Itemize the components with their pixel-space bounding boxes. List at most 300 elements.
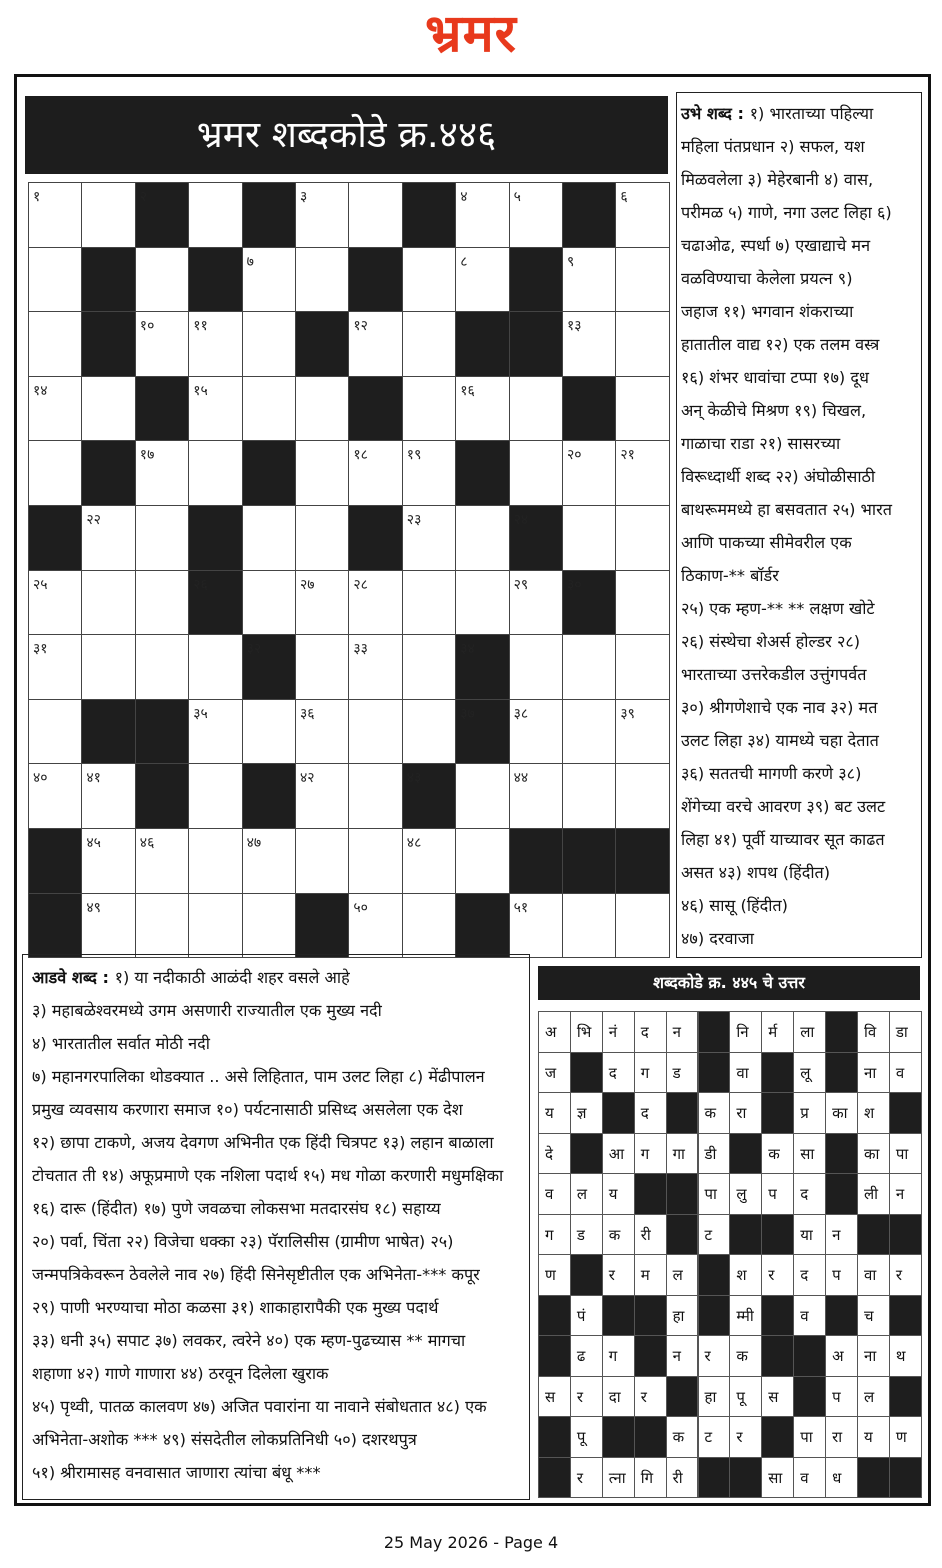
answer-cell: द <box>793 1173 826 1215</box>
answer-cell: पा <box>698 1173 731 1215</box>
grid-cell[interactable] <box>348 570 402 636</box>
clue-text: लिहा ४१) पूर्वी याच्यावर सूत काढत <box>681 830 885 849</box>
clue-text: चढाओढ, स्पर्धा ७) एखाद्याचे मन <box>681 236 871 255</box>
clue-line <box>681 493 921 526</box>
answer-cell-black <box>857 1214 890 1256</box>
grid-cell-black <box>509 247 563 313</box>
answer-cell-black <box>889 1214 922 1256</box>
clue-text: ४७) दरवाजा <box>681 929 754 948</box>
grid-cell[interactable] <box>348 182 402 248</box>
clue-number: ४८ <box>406 835 422 851</box>
answer-cell-black <box>761 1214 794 1256</box>
grid-cell[interactable] <box>28 634 82 700</box>
clue-text: मिळवलेला ३) मेहेरबानी ४) वास, <box>681 170 874 189</box>
clue-text: महिला पंतप्रधान २) सफल, यश <box>681 137 865 156</box>
grid-cell[interactable] <box>295 247 349 313</box>
clue-number: ३२ <box>246 641 262 658</box>
grid-cell[interactable] <box>402 893 456 959</box>
grid-cell-black <box>28 893 82 959</box>
answer-cell: स <box>538 1376 571 1418</box>
grid-cell[interactable] <box>348 634 402 700</box>
clue-line <box>32 1390 529 1423</box>
clue-text: ३) महाबळेश्वरमध्ये उगम असणारी राज्यातील एक मुख्य नदी <box>32 1001 382 1020</box>
grid-cell[interactable] <box>615 634 669 700</box>
clue-number: ४९ <box>86 899 101 916</box>
answer-cell-black <box>889 1457 922 1499</box>
grid-cell[interactable] <box>28 440 82 506</box>
answer-cell: प्र <box>793 1092 826 1134</box>
answer-cell: क <box>666 1416 699 1458</box>
grid-cell[interactable] <box>455 505 509 571</box>
grid-cell-black <box>562 570 616 636</box>
answer-cell: ना <box>857 1052 890 1094</box>
grid-cell[interactable] <box>295 634 349 700</box>
grid-cell-black <box>28 505 82 571</box>
clue-text: १) या नदीकाठी आळंदी शहर वसले आहे <box>114 968 350 987</box>
grid-cell[interactable] <box>402 634 456 700</box>
answer-cell-black <box>538 1295 571 1337</box>
grid-cell[interactable] <box>81 505 135 571</box>
grid-cell[interactable] <box>135 311 189 377</box>
answer-cell-black <box>698 1254 731 1296</box>
grid-cell[interactable] <box>242 699 296 765</box>
grid-cell[interactable] <box>402 311 456 377</box>
answer-cell: व <box>538 1173 571 1215</box>
grid-cell-black <box>295 311 349 377</box>
answer-cell: न <box>666 1011 699 1053</box>
answer-cell: क <box>698 1092 731 1134</box>
clue-text: ७) महानगरपालिका थोडक्यात .. असे लिहितात, पाम उलट लिहा ८) मेंढीपालन <box>32 1067 485 1086</box>
clue-number: ९ <box>567 253 575 270</box>
answer-cell: नि <box>729 1011 762 1053</box>
answer-cell: ल <box>666 1254 699 1296</box>
grid-cell[interactable] <box>615 570 669 636</box>
grid-cell[interactable] <box>28 570 82 636</box>
clue-number: २८ <box>353 576 368 593</box>
clue-text: भारताच्या उत्तरेकडील उत्तुंगपर्वत <box>681 665 867 684</box>
grid-cell[interactable] <box>455 376 509 442</box>
clue-line <box>681 97 921 130</box>
clue-text: १६) शंभर धावांचा टप्पा १७) दूध <box>681 368 869 387</box>
grid-cell[interactable] <box>562 311 616 377</box>
answer-cell: पं <box>570 1295 603 1337</box>
grid-cell[interactable] <box>562 893 616 959</box>
grid-cell[interactable] <box>509 763 563 829</box>
grid-cell[interactable] <box>562 440 616 506</box>
grid-cell[interactable] <box>509 182 563 248</box>
grid-cell[interactable] <box>135 247 189 313</box>
grid-cell[interactable] <box>135 505 189 571</box>
grid-cell[interactable] <box>455 182 509 248</box>
grid-cell[interactable] <box>348 440 402 506</box>
across-clues <box>22 954 530 1500</box>
clue-text: आणि पाकच्या सीमेवरील एक <box>681 533 852 552</box>
answer-cell: श <box>857 1092 890 1134</box>
grid-cell[interactable] <box>348 763 402 829</box>
grid-cell[interactable] <box>135 440 189 506</box>
answer-cell: आ <box>602 1133 635 1175</box>
grid-cell[interactable] <box>188 376 242 442</box>
answer-cell: क <box>729 1335 762 1377</box>
grid-cell[interactable] <box>188 440 242 506</box>
clue-text: जहाज ११) भगवान शंकराच्या <box>681 302 854 321</box>
grid-cell[interactable] <box>188 311 242 377</box>
answer-cell-black <box>634 1295 667 1337</box>
answer-cell: ड <box>570 1214 603 1256</box>
grid-cell[interactable] <box>242 893 296 959</box>
grid-cell[interactable] <box>348 893 402 959</box>
answer-cell: द <box>602 1052 635 1094</box>
clue-number: ३६ <box>300 705 315 722</box>
clue-line <box>32 1027 529 1060</box>
grid-cell-black <box>509 505 563 571</box>
answer-cell: म <box>634 1254 667 1296</box>
grid-cell[interactable] <box>81 570 135 636</box>
clue-number: १८ <box>353 447 368 464</box>
grid-cell[interactable] <box>615 505 669 571</box>
clue-line <box>681 460 921 493</box>
clue-text: शेंगेच्या वरचे आवरण ३९) बट उलट <box>681 797 886 816</box>
clue-line <box>681 394 921 427</box>
answer-cell: पा <box>889 1133 922 1175</box>
clue-text: जन्मपत्रिकेवरून ठेवलेले नाव २७) हिंदी सिनेसृष्टीतील एक अभिनेता-*** कपूर <box>32 1265 480 1284</box>
answer-cell-black <box>825 1295 858 1337</box>
grid-cell[interactable] <box>28 182 82 248</box>
grid-cell[interactable] <box>28 763 82 829</box>
answer-cell: क <box>602 1214 635 1256</box>
answer-cell-black <box>889 1092 922 1134</box>
clue-number: ४५ <box>86 835 101 851</box>
answer-cell: प <box>825 1376 858 1418</box>
clue-number: ३५ <box>193 705 208 722</box>
clue-line <box>32 961 529 994</box>
answer-cell: त्ना <box>602 1457 635 1499</box>
grid-cell[interactable] <box>402 505 456 571</box>
clue-number: २१ <box>620 447 635 464</box>
answer-title: शब्दकोडे क्र. ४४५ चे उत्तर <box>538 966 920 1000</box>
answer-cell: ल <box>857 1376 890 1418</box>
grid-cell[interactable] <box>188 828 242 894</box>
answer-cell: का <box>857 1133 890 1175</box>
grid-cell[interactable] <box>81 828 135 894</box>
answer-cell: ट <box>698 1214 731 1256</box>
grid-cell[interactable] <box>188 699 242 765</box>
answer-cell: ग <box>602 1335 635 1377</box>
grid-cell[interactable] <box>509 699 563 765</box>
clue-text: २६) संस्थेचा शेअर्स होल्डर २८) <box>681 632 861 651</box>
grid-cell[interactable] <box>28 247 82 313</box>
clue-line <box>32 1225 529 1258</box>
grid-cell-black <box>509 311 563 377</box>
grid-cell[interactable] <box>455 570 509 636</box>
clue-line <box>32 1126 529 1159</box>
grid-cell-black <box>28 828 82 894</box>
grid-cell-black <box>135 763 189 829</box>
answer-cell-black <box>857 1457 890 1499</box>
answer-cell: वि <box>857 1011 890 1053</box>
clue-line <box>32 1258 529 1291</box>
grid-cell[interactable] <box>615 440 669 506</box>
clue-number: २९ <box>513 576 529 593</box>
grid-cell-black <box>242 763 296 829</box>
grid-cell[interactable] <box>615 763 669 829</box>
answer-cell: न <box>666 1335 699 1377</box>
grid-cell[interactable] <box>188 893 242 959</box>
clue-number: १९ <box>406 447 422 464</box>
answer-cell: म्मी <box>729 1295 762 1337</box>
answer-cell: अ <box>538 1011 571 1053</box>
clue-text: गाळाचा राडा २१) सासरच्या <box>681 434 841 453</box>
grid-cell-black <box>615 828 669 894</box>
grid-cell[interactable] <box>188 634 242 700</box>
grid-cell[interactable] <box>509 440 563 506</box>
clue-text: ३०) श्रीगणेशाचे एक नाव ३२) मत <box>681 698 878 717</box>
answer-cell: हा <box>698 1376 731 1418</box>
grid-cell[interactable] <box>242 570 296 636</box>
grid-cell-black <box>81 699 135 765</box>
grid-cell[interactable] <box>562 247 616 313</box>
clue-line <box>32 1192 529 1225</box>
answer-cell-black <box>761 1092 794 1134</box>
answer-cell: ली <box>857 1173 890 1215</box>
clue-number: ४६ <box>139 835 155 851</box>
answer-cell-black <box>634 1416 667 1458</box>
grid-cell-black <box>562 828 616 894</box>
grid-cell[interactable] <box>402 828 456 894</box>
grid-cell[interactable] <box>188 182 242 248</box>
answer-cell-black <box>761 1416 794 1458</box>
grid-cell[interactable] <box>402 570 456 636</box>
answer-cell: री <box>666 1457 699 1499</box>
answer-cell-black <box>538 1335 571 1377</box>
grid-cell[interactable] <box>509 570 563 636</box>
answer-cell-black <box>602 1092 635 1134</box>
grid-cell[interactable] <box>81 763 135 829</box>
grid-cell[interactable] <box>562 699 616 765</box>
answer-cell-black <box>825 1011 858 1053</box>
answer-cell: द <box>634 1092 667 1134</box>
clue-text: ३६) सततची मागणी करणे ३८) <box>681 764 862 783</box>
grid-cell[interactable] <box>81 376 135 442</box>
grid-cell[interactable] <box>295 182 349 248</box>
clue-number: ४४ <box>513 770 529 787</box>
answer-cell: प <box>825 1254 858 1296</box>
grid-cell[interactable] <box>81 182 135 248</box>
answer-cell-black <box>729 1214 762 1256</box>
answer-cell-black <box>698 1011 731 1053</box>
answer-cell-black <box>602 1416 635 1458</box>
answer-cell: सा <box>761 1457 794 1499</box>
grid-cell[interactable] <box>455 763 509 829</box>
grid-cell[interactable] <box>242 828 296 894</box>
clue-number: २६ <box>193 576 208 593</box>
answer-cell: स <box>761 1376 794 1418</box>
answer-cell: ग <box>634 1052 667 1094</box>
grid-cell[interactable] <box>135 570 189 636</box>
grid-cell[interactable] <box>28 699 82 765</box>
grid-cell[interactable] <box>295 505 349 571</box>
clue-line <box>681 196 921 229</box>
answer-cell-black <box>761 1052 794 1094</box>
answer-cell: ढ <box>570 1335 603 1377</box>
grid-cell[interactable] <box>402 440 456 506</box>
clue-text: विरूध्दार्थी शब्द २२) अंघोळीसाठी <box>681 467 876 486</box>
grid-cell-black <box>402 182 456 248</box>
answer-cell: वा <box>857 1254 890 1296</box>
clue-number: १ <box>33 189 41 205</box>
grid-cell[interactable] <box>615 247 669 313</box>
grid-cell[interactable] <box>28 376 82 442</box>
grid-cell[interactable] <box>455 828 509 894</box>
grid-cell[interactable] <box>348 828 402 894</box>
grid-cell[interactable] <box>242 247 296 313</box>
grid-cell[interactable] <box>28 311 82 377</box>
clue-line <box>681 427 921 460</box>
clue-number: २४ <box>513 512 529 528</box>
clue-line <box>681 790 921 823</box>
answer-cell: ण <box>889 1416 922 1458</box>
grid-cell[interactable] <box>242 311 296 377</box>
answer-cell: द <box>793 1254 826 1296</box>
answer-cell: र <box>570 1457 603 1499</box>
clue-number: ३१ <box>33 641 48 658</box>
clue-number: १० <box>139 318 155 335</box>
clue-number: २२ <box>86 512 101 528</box>
answer-cell-black <box>570 1254 603 1296</box>
clue-number: ३९ <box>620 705 635 722</box>
answer-cell-black <box>793 1376 826 1418</box>
grid-cell[interactable] <box>615 893 669 959</box>
answer-cell-black <box>825 1173 858 1215</box>
grid-cell[interactable] <box>562 505 616 571</box>
answer-cell: ल <box>570 1173 603 1215</box>
clue-number: ४१ <box>86 770 101 787</box>
clue-line <box>32 1093 529 1126</box>
grid-cell[interactable] <box>295 699 349 765</box>
clue-text: शहाणा ४२) गाणे गाणारा ४४) ठरवून दिलेला खुराक <box>32 1364 329 1383</box>
clue-line <box>32 1159 529 1192</box>
grid-cell[interactable] <box>615 376 669 442</box>
grid-cell-black <box>135 699 189 765</box>
grid-cell-black <box>455 440 509 506</box>
answer-cell: ना <box>857 1335 890 1377</box>
clue-number: ४३ <box>406 770 422 787</box>
answer-cell: र <box>729 1416 762 1458</box>
clue-line <box>681 163 921 196</box>
grid-cell[interactable] <box>509 893 563 959</box>
answer-cell: च <box>857 1295 890 1337</box>
answer-cell: र <box>889 1254 922 1296</box>
grid-cell[interactable] <box>509 376 563 442</box>
puzzle-title: भ्रमर शब्दकोडे क्र.४४६ <box>25 96 668 174</box>
grid-cell-black <box>242 182 296 248</box>
grid-cell[interactable] <box>348 311 402 377</box>
grid-cell[interactable] <box>135 634 189 700</box>
grid-cell[interactable] <box>242 505 296 571</box>
grid-cell[interactable] <box>295 828 349 894</box>
answer-cell: ध <box>825 1457 858 1499</box>
grid-cell[interactable] <box>295 763 349 829</box>
answer-cell: रा <box>729 1092 762 1134</box>
answer-cell: भि <box>570 1011 603 1053</box>
answer-cell: नं <box>602 1011 635 1053</box>
grid-cell[interactable] <box>348 699 402 765</box>
answer-cell: र्म <box>761 1011 794 1053</box>
grid-cell[interactable] <box>455 247 509 313</box>
grid-cell[interactable] <box>295 440 349 506</box>
clue-line <box>681 625 921 658</box>
grid-cell-black <box>81 247 135 313</box>
answer-cell: डी <box>698 1133 731 1175</box>
grid-cell[interactable] <box>615 699 669 765</box>
grid-cell[interactable] <box>81 634 135 700</box>
grid-cell[interactable] <box>615 182 669 248</box>
grid-cell[interactable] <box>562 763 616 829</box>
answer-cell: व <box>793 1295 826 1337</box>
answer-cell: पा <box>793 1416 826 1458</box>
grid-cell[interactable] <box>615 311 669 377</box>
grid-cell[interactable] <box>135 893 189 959</box>
answer-cell: लु <box>729 1173 762 1215</box>
clue-number: ४० <box>33 770 48 787</box>
answer-cell: या <box>793 1214 826 1256</box>
answer-cell: क <box>761 1133 794 1175</box>
clue-number: ३४ <box>460 641 475 658</box>
grid-cell[interactable] <box>562 634 616 700</box>
grid-cell[interactable] <box>295 570 349 636</box>
clue-number: १४ <box>33 382 48 399</box>
down-clue-lines <box>681 97 921 955</box>
answer-cell-black <box>793 1335 826 1377</box>
answer-cell-black <box>825 1052 858 1094</box>
clue-number: ३३ <box>353 641 368 658</box>
answer-cell-black <box>825 1133 858 1175</box>
grid-cell[interactable] <box>509 634 563 700</box>
answer-cell: य <box>538 1092 571 1134</box>
clue-text: ३३) धनी ३५) सपाट ३७) लवकर, त्वरेने ४०) एक म्हण-पुढच्यास ** मागचा <box>32 1331 466 1350</box>
grid-cell-black <box>455 634 509 700</box>
answer-cell-black <box>729 1133 762 1175</box>
grid-cell-black <box>348 247 402 313</box>
clue-text: २९) पाणी भरण्याचा मोठा कळसा ३१) शाकाहारापैकी एक मुख्य पदार्थ <box>32 1298 439 1317</box>
clue-number: ३ <box>300 189 308 205</box>
clue-text: ठिकाण-** बॉर्डर <box>681 566 779 585</box>
grid-cell-black <box>455 699 509 765</box>
clue-number: १३ <box>567 318 582 335</box>
grid-cell[interactable] <box>295 376 349 442</box>
clue-line <box>32 1357 529 1390</box>
grid-cell-black <box>562 182 616 248</box>
clue-line <box>681 889 921 922</box>
answer-cell: र <box>602 1254 635 1296</box>
answer-cell: र <box>634 1376 667 1418</box>
grid-cell[interactable] <box>135 828 189 894</box>
answer-cell-black <box>889 1295 922 1337</box>
grid-cell[interactable] <box>81 893 135 959</box>
grid-cell[interactable] <box>402 247 456 313</box>
grid-cell[interactable] <box>242 376 296 442</box>
clue-number: ४ <box>460 189 468 205</box>
clue-text: उलट लिहा ३४) यामध्ये चहा देतात <box>681 731 879 750</box>
clue-line <box>681 328 921 361</box>
grid-cell[interactable] <box>402 376 456 442</box>
grid-cell[interactable] <box>188 763 242 829</box>
clue-line <box>681 130 921 163</box>
grid-cell[interactable] <box>402 699 456 765</box>
grid-cell-black <box>242 634 296 700</box>
answer-cell: र <box>698 1335 731 1377</box>
clue-number: ३८ <box>513 705 529 722</box>
